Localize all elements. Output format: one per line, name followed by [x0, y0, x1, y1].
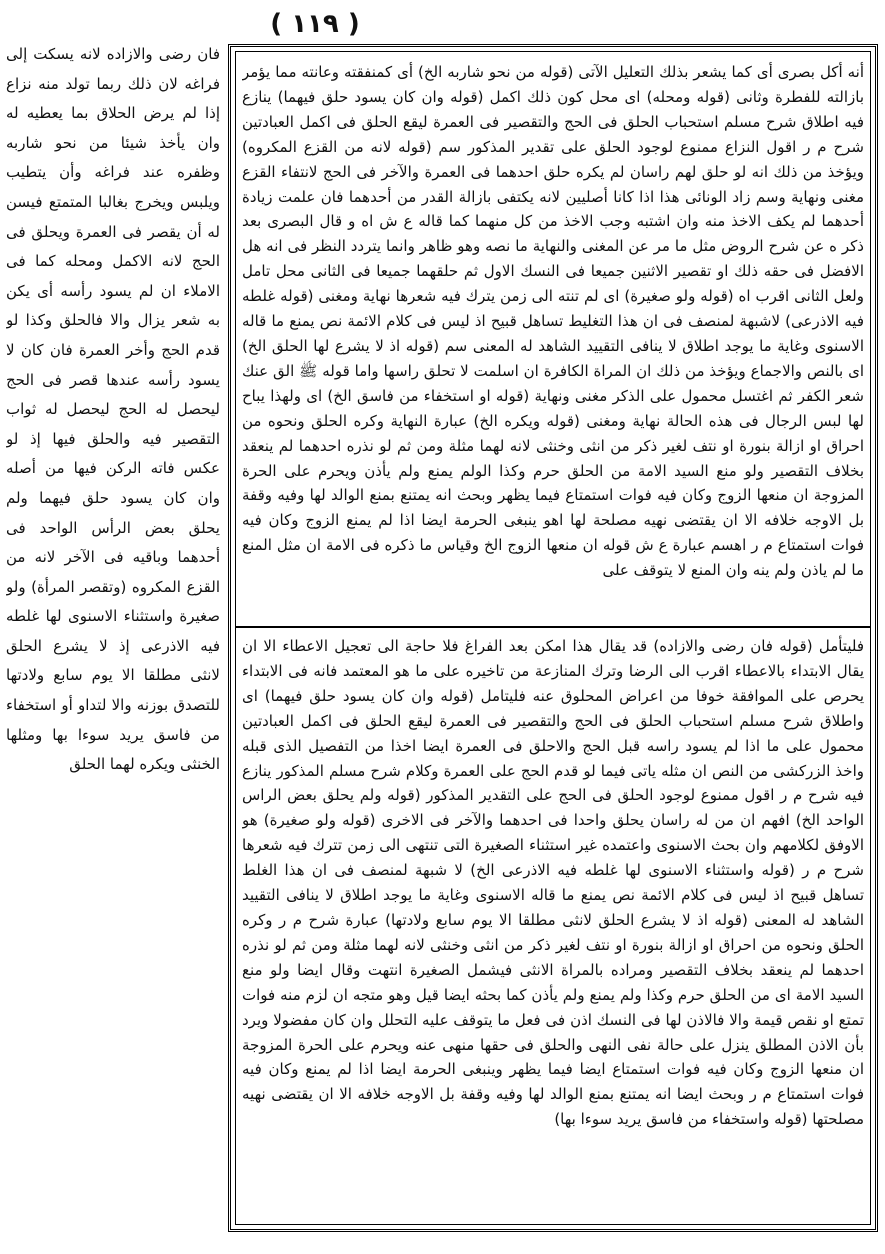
page-number: ( ١١٩ ) [270, 9, 360, 39]
frame-inner-border [235, 51, 871, 1225]
margin-text-column: فان رضى والازاده لانه يسكت إلى فراغه لان ذلك ربما تولد منه نزاع إذا لم يرض الحلاق بما يعطيه له وان يأخذ شيئا من نحو شاربه وظفره عند فراغه وأن يتطيب ويلبس ويخرج بغالبا المتمتع فيسن له أن يقصر فى العمرة ويحلق فى الحج لانه الاكمل ومحله كما فى الاملاء ان لم يسود رأسه أى يكن به شعر يزال والا فالحلق وكذا لو قدم الحج وأخر العمرة فان كان لا يسود رأسه عندها قصر فى الحج ليحصل له الحج ليحصل له ثواب التقصير فيه والحلق فيها إذ لو عكس فاته الركن فيها من أصله وان كان يسود حلق فيهما ولم يحلق بعض الرأس الواحد فى أحدهما وباقيه فى الآخر لانه من القزع المكروه (وتقصر المرأة) ولو صغيرة واستثناء الاسنوى لها غلطه فيه الاذرعى إذ لا يشرع الحلق لانثى مطلقا الا يوم سابع ولادتها للتصدق بوزنه والا لتداو أو استخفاء من فاسق يريد سوءا بها ومثلها الخنثى ويكره لهما الحلق [6, 45, 220, 774]
section-divider [236, 626, 870, 628]
main-text-frame [228, 44, 878, 1232]
main-text-top: أنه أكل بصرى أى كما يشعر بذلك التعليل الآتى (قوله من نحو شاربه الخ) أى كمنفقته وعانته مما يؤمر بازالته للفطرة وثانى (قوله ومحله) اى محل كون ذلك اكمل (قوله وان كان يسود حلق فيهما) ينازع فيه اطلاق شرح مسلم استحباب الحلق فى الحج والتقصير فى العمرة ليقع الحلق فى اكمل العبادتين شرح م ر اقول النزاع ممنوع لوجود الحلق على تقدير المذكور سم (قوله لانه من القزع المكروه) ويؤخذ من ذلك انه لو حلق لهم راسان لم يكره حلق احدهما فى العمرة والآخر فى الحج لانتفاء القزع مغنى ونهاية وسم زاد الونائى هذا اذا كانا أصليين لانه يكتفى بازالة القدر من أحدهما فان علمت زيادة أحدهما لم يكف الاخذ منه وان اشتبه وجب الاخذ من كل منهما كما قاله ع ش اه و قال البصرى بعد ذكر ه عن شرح الروض مثل ما مر عن المغنى والنهاية ما نصه وهو ظاهر وانما يتردد النظر فى انه هل الافضل فى حقه ذلك او تقصير الاثنين جميعا فى النسك الاول ثم حلقهما جميعا فى الثانى محل تامل ولعل الثانى اقرب اه (قوله ولو صغيرة) اى لم تنته الى زمن يترك فيه شعرها نهاية ومغنى (قوله غلطه فيه الاذرعى) لاشبهة لمنصف فى ان هذا التغليط تساهل قبيح اذ ليس فى كلام الائمة نص يمنع ما قاله الاسنوى وغاية ما يوجد اطلاق لا ينافى التقييد الشاهد له المعنى سم (قوله اذ لا يشرع لها الحلق الخ) اى بالنص والاجماع ويؤخذ من ذلك ان المراة الكافرة ان اسلمت لا تحلق راسها واما قوله ﷺ الق عنك شعر الكفر ثم اغتسل محمول على الذكر مغنى ونهاية (قوله او استخفاء من فاسق الخ) اى ولهذا يباح لها لبس الرجال فى هذه الحالة نهاية ومغنى (قوله ويكره الخ) عبارة النهاية وكره الحلق ونحوه من احراق او ازالة بنورة او نتف لغير ذكر من انثى وخنثى لانه لهما مثلة ومن ثم لو نذره احدهما لم ينعقد بخلاف التقصير ولو منع السيد الامة من الحلق حرم وكذا الولم يمنع ولم يأذن ويحرم على الحرة المزوجة ان منعها الزوج وكان فيه فوات استمتاع فيما يظهر وبحث انه يمتنع بمنع الوالد لها وفيه وقفة بل الاوجه خلافه الا ان يقتضى نهيه مصلحة لها اهو ينبغى الحرمة ايضا اذا لم يمنع الزوج وكان فيه فوات استمتاع م ر اهسم عبارة ع ش قوله ان منعها الزوج الخ وقياس ما ذكره فى الامة ان مثل المنع ما لم ياذن ولم ينه وان المنع لا يتوقف على [242, 63, 864, 580]
main-text-bottom: فليتأمل (قوله فان رضى والازاده) قد يقال هذا امكن بعد الفراغ فلا حاجة الى تعجيل الاعطاء الا ان يقال الابتداء بالاعطاء اقرب الى الرضا وترك المنازعة من تاخيره على ما هو المعتمد فانه فى الابتداء يحرص على الموافقة خوفا من اعراض المحلوق عنه فليتامل (قوله وان كان يسود حلق فيهما) اى واطلاق شرح مسلم استحباب الحلق فى الحج والتقصير فى العمرة ليقع الحلق فى اكمل العبادتين محمول على ما اذا لم يسود راسه قبل الحج والاحلق فى العمرة ايضا اخذا من التفصيل الذى قبله واخذ الزركشى من النص ان مثله ياتى فيما لو قدم الحج على العمرة وكلام شرح مسلم المذكور ينازع فيه شرح م ر اقول ممنوع لوجود الحلق فى الحج على التقدير المذكور (قوله ولم يحلق بعض الراس الواحد الخ) افهم ان من له راسان يحلق واحدا فى احدهما والآخر فى الاخرى (قوله ولو صغيرة) هو الاوفق لكلامهم وان بحث الاسنوى واعتمده غير استثناء الصغيرة التى تنتهى الى زمن تترك فيه شعرها شرح م ر (قوله واستثناء الاسنوى لها غلطه فيه الاذرعى الخ) لا شبهة لمنصف فى ان هذا الغلط تساهل قبيح اذ ليس فى كلام الائمة نص يمنع ما قاله الاسنوى وغاية ما يوجد اطلاق لا ينافى التقييد الشاهد له المعنى (قوله اذ لا يشرع الحلق لانثى مطلقا الا يوم سابع ولادتها) عبارة شرح م ر وكره الحلق ونحوه من احراق او ازالة بنورة او نتف لغير ذكر من انثى وخنثى لانه لهما مثلة ومن ثم لو نذره احدهما لم ينعقد بخلاف التقصير ومراده بالمراة الانثى فيشمل الصغيرة انتهت وقال ايضا ولو منع السيد الامة اى من الحلق حرم وكذا ولم يمنع ولم يأذن كما بحثه ايضا قيل وهو متجه ان لزم منه فوات تمتع او نقص قيمة والا فالاذن لها فى النسك اذن فى فعل ما يتوقف عليه التحلل وان كان مفضولا ويرد بأن الاذن المطلق ينزل على حالة نفى النهى والحلق فى حقها منهى عنه ويحرم على الحرة المزوجة ان منعها الزوج وكان فيه فوات استمتاع ايضا فيما يظهر وينبغى الحرمة ايضا اذا لم يمنع وكان فيه فوات استمتاع م ر وبحث ايضا انه يمتنع بمنع الوالد لها وفيه وقفة بل الاوجه خلافه الا ان يقتضى نهيه مصلحتها (قوله واستخفاء من فاسق يريد سوءا بها) [242, 637, 864, 1129]
